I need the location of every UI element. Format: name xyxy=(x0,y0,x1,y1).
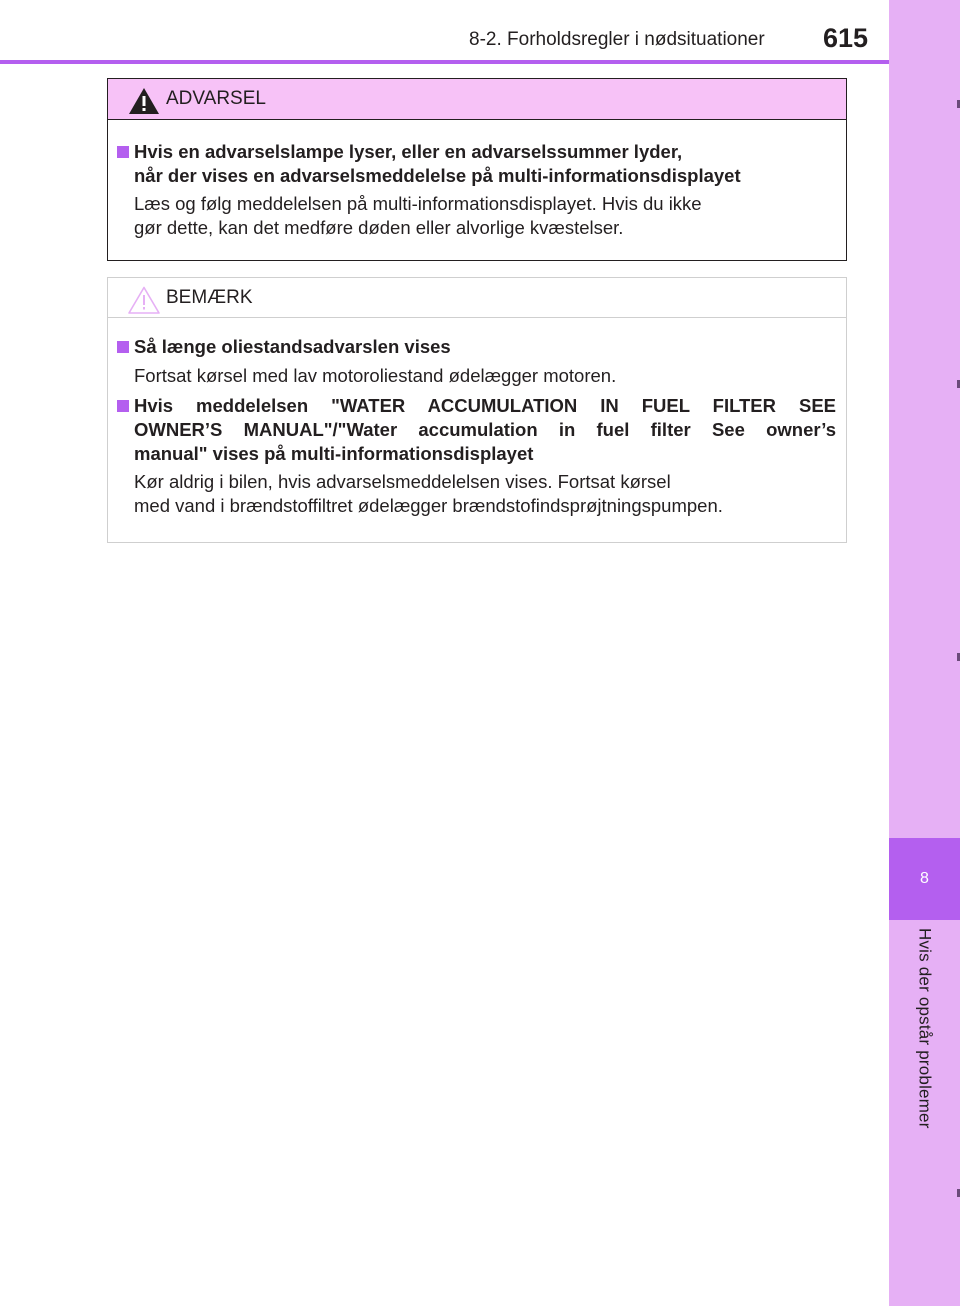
notice-box-header xyxy=(108,278,846,318)
warning-item-body xyxy=(134,192,836,240)
warning-item xyxy=(117,140,836,240)
square-bullet-icon xyxy=(117,400,129,412)
notice-item-body xyxy=(134,364,836,388)
chapter-number: 8 xyxy=(920,870,929,887)
notice-item xyxy=(117,335,836,388)
notice-box xyxy=(107,277,847,543)
title-line: OWNER’S MANUAL"/"Water accumulation in fuel filter See owner’s xyxy=(134,419,836,440)
warning-box-title: ADVARSEL xyxy=(166,88,266,109)
warning-item-title xyxy=(134,140,836,188)
body-line: Fortsat kørsel med lav motoroliestand ødelægger motoren. xyxy=(134,365,617,386)
title-line: Hvis en advarselslampe lyser, eller en advarselssummer lyder, xyxy=(134,141,683,162)
square-bullet-icon xyxy=(117,146,129,158)
title-line: når der vises en advarselsmeddelelse på multi-informationsdisplayet xyxy=(134,165,741,186)
chapter-title: Hvis der opstår problemer xyxy=(915,928,935,1129)
body-line: med vand i brændstoffiltret ødelægger brændstofindsprøjtningspumpen. xyxy=(134,495,723,516)
notice-item-title xyxy=(134,394,836,466)
body-line: Læs og følg meddelelsen på multi-informationsdisplayet. Hvis du ikke xyxy=(134,193,702,214)
notice-item-body xyxy=(134,470,836,518)
notice-item xyxy=(117,394,836,518)
caution-outline-icon xyxy=(127,285,161,315)
page-number: 615 xyxy=(823,23,869,53)
title-line: Hvis meddelelsen "WATER ACCUMULATION IN FUEL FILTER SEE xyxy=(134,395,836,416)
square-bullet-icon xyxy=(117,341,129,353)
title-line: manual" vises på multi-informationsdisplayet xyxy=(134,443,534,464)
notice-box-title: BEMÆRK xyxy=(166,287,253,308)
chapter-label-vertical xyxy=(889,928,960,1168)
body-line: gør dette, kan det medføre døden eller alvorlige kvæstelser. xyxy=(134,217,624,238)
warning-triangle-icon xyxy=(127,86,161,116)
notice-item-title: Så længe oliestandsadvarslen vises xyxy=(134,336,451,357)
body-line: Kør aldrig i bilen, hvis advarselsmeddelelsen vises. Fortsat kørsel xyxy=(134,471,671,492)
warning-box xyxy=(107,78,847,261)
chapter-number-tab xyxy=(889,838,960,920)
warning-box-header xyxy=(108,79,846,120)
header-rule xyxy=(0,60,889,64)
section-title: 8-2. Forholdsregler i nødsituationer xyxy=(469,29,765,50)
